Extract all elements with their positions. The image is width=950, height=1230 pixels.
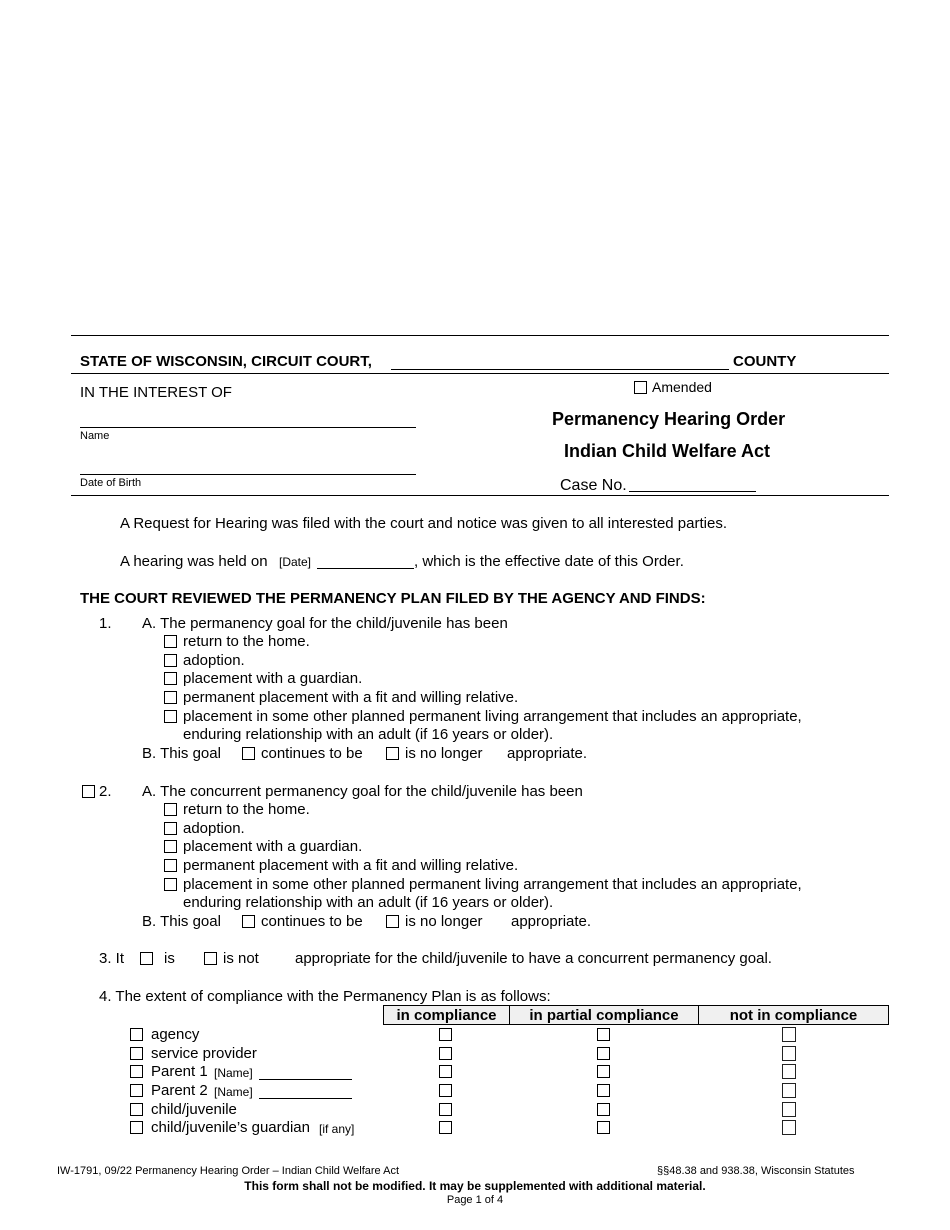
item3-is-not-checkbox[interactable] bbox=[204, 952, 217, 965]
item1-continues-label: continues to be bbox=[261, 745, 363, 762]
item3-is-label: is bbox=[164, 950, 175, 967]
col-in-compliance: in compliance bbox=[383, 1005, 510, 1025]
item1-option5-checkbox[interactable] bbox=[164, 710, 177, 723]
row-guardian-partial[interactable] bbox=[597, 1121, 610, 1134]
item2-continues-checkbox[interactable] bbox=[242, 915, 255, 928]
row-parent1-checkbox[interactable] bbox=[130, 1065, 143, 1078]
row-agency-label: agency bbox=[151, 1026, 200, 1043]
row-child-partial[interactable] bbox=[597, 1103, 610, 1116]
item1-option4-label: permanent placement with a fit and willing relative. bbox=[183, 689, 519, 706]
row-agency-in-compliance[interactable] bbox=[439, 1028, 452, 1041]
row-guardian-in-compliance[interactable] bbox=[439, 1121, 452, 1134]
row-child-label: child/juvenile bbox=[151, 1101, 237, 1118]
amended-label: Amended bbox=[652, 379, 712, 395]
form-subtitle: Indian Child Welfare Act bbox=[564, 441, 771, 461]
row-guardian-not-in-compliance[interactable] bbox=[782, 1120, 796, 1135]
item1-a-text: A. The permanency goal for the child/juvenile has been bbox=[142, 615, 508, 632]
row-parent1-partial[interactable] bbox=[597, 1065, 610, 1078]
row-service-provider-not-in-compliance[interactable] bbox=[782, 1046, 796, 1061]
item1-b-prefix: B. This goal bbox=[142, 745, 221, 762]
item2-no-longer-label: is no longer bbox=[405, 913, 483, 930]
row-service-provider-checkbox[interactable] bbox=[130, 1047, 143, 1060]
footer-form-id: IW-1791, 09/22 Permanency Hearing Order – Indian Child Welfare Act bbox=[57, 1165, 399, 1177]
row-child-in-compliance[interactable] bbox=[439, 1103, 452, 1116]
item1-option5-continuation: enduring relationship with an adult (if 16 years or older). bbox=[183, 726, 554, 743]
col-not-in-compliance: not in compliance bbox=[698, 1005, 889, 1025]
row-parent2-partial[interactable] bbox=[597, 1084, 610, 1097]
amended-checkbox[interactable] bbox=[634, 381, 647, 394]
col-partial-compliance: in partial compliance bbox=[509, 1005, 699, 1025]
request-sentence: A Request for Hearing was filed with the court and notice was given to all interested parties. bbox=[120, 515, 727, 532]
item1-no-longer-checkbox[interactable] bbox=[386, 747, 399, 760]
row-guardian-checkbox[interactable] bbox=[130, 1121, 143, 1134]
item3-prefix: 3. It bbox=[99, 950, 125, 967]
item1-option1-checkbox[interactable] bbox=[164, 635, 177, 648]
item2-number: 2. bbox=[99, 783, 112, 800]
court-prefix: STATE OF WISCONSIN, CIRCUIT COURT, bbox=[80, 353, 372, 370]
row-agency-not-in-compliance[interactable] bbox=[782, 1027, 796, 1042]
item1-option3-checkbox[interactable] bbox=[164, 672, 177, 685]
findings-heading: THE COURT REVIEWED THE PERMANENCY PLAN FILED BY THE AGENCY AND FINDS: bbox=[80, 590, 706, 607]
row-parent2-in-compliance[interactable] bbox=[439, 1084, 452, 1097]
item2-continues-label: continues to be bbox=[261, 913, 363, 930]
item2-option1-label: return to the home. bbox=[183, 801, 310, 818]
row-service-provider-partial[interactable] bbox=[597, 1047, 610, 1060]
row-service-provider-label: service provider bbox=[151, 1045, 257, 1062]
row-agency-partial[interactable] bbox=[597, 1028, 610, 1041]
item2-option5-label: placement in some other planned permanent living arrangement that includes an appropriate, bbox=[183, 876, 802, 893]
item2-option3-label: placement with a guardian. bbox=[183, 838, 363, 855]
footer-page-number: Page 1 of 4 bbox=[446, 1194, 504, 1206]
row-parent2-not-in-compliance[interactable] bbox=[782, 1083, 796, 1098]
footer-notice: This form shall not be modified. It may be supplemented with additional material. bbox=[244, 1179, 706, 1193]
row-parent1-label: Parent 1 bbox=[151, 1063, 208, 1080]
item1-option3-label: placement with a guardian. bbox=[183, 670, 363, 687]
hearing-prefix: A hearing was held on bbox=[120, 553, 268, 570]
header-bottom-rule bbox=[71, 495, 889, 496]
item2-option4-checkbox[interactable] bbox=[164, 859, 177, 872]
row-service-provider-in-compliance[interactable] bbox=[439, 1047, 452, 1060]
item1-option2-checkbox[interactable] bbox=[164, 654, 177, 667]
item4-heading: 4. The extent of compliance with the Permanency Plan is as follows: bbox=[99, 988, 551, 1005]
footer-statutes: §§48.38 and 938.38, Wisconsin Statutes bbox=[657, 1165, 855, 1177]
item2-a-text: A. The concurrent permanency goal for the child/juvenile has been bbox=[142, 783, 583, 800]
hearing-date-hint: [Date] bbox=[279, 555, 312, 569]
row-guardian-hint: [if any] bbox=[319, 1122, 355, 1136]
item2-option4-label: permanent placement with a fit and willing relative. bbox=[183, 857, 519, 874]
item3-is-not-label: is not bbox=[223, 950, 259, 967]
item2-no-longer-checkbox[interactable] bbox=[386, 915, 399, 928]
row-parent1-name-field[interactable] bbox=[259, 1079, 352, 1080]
row-agency-checkbox[interactable] bbox=[130, 1028, 143, 1041]
row-child-checkbox[interactable] bbox=[130, 1103, 143, 1116]
item2-option2-label: adoption. bbox=[183, 820, 245, 837]
item1-option5-label: placement in some other planned permanent living arrangement that includes an appropriate, bbox=[183, 708, 802, 725]
item1-continues-checkbox[interactable] bbox=[242, 747, 255, 760]
name-field[interactable] bbox=[80, 427, 416, 428]
item1-no-longer-label: is no longer bbox=[405, 745, 483, 762]
item2-b-prefix: B. This goal bbox=[142, 913, 221, 930]
row-parent2-label: Parent 2 bbox=[151, 1082, 208, 1099]
item1-option4-checkbox[interactable] bbox=[164, 691, 177, 704]
item2-option2-checkbox[interactable] bbox=[164, 822, 177, 835]
name-label: Name bbox=[80, 430, 110, 442]
item2-option5-continuation: enduring relationship with an adult (if 16 years or older). bbox=[183, 894, 554, 911]
row-guardian-label: child/juvenile’s guardian bbox=[151, 1119, 310, 1136]
case-no-field[interactable] bbox=[629, 491, 756, 492]
item1-number: 1. bbox=[99, 615, 112, 632]
row-parent1-not-in-compliance[interactable] bbox=[782, 1064, 796, 1079]
item2-checkbox[interactable] bbox=[82, 785, 95, 798]
form-title: Permanency Hearing Order bbox=[552, 409, 786, 429]
header-top-rule bbox=[71, 335, 889, 336]
hearing-date-field[interactable] bbox=[317, 568, 414, 569]
item2-b-suffix: appropriate. bbox=[511, 913, 592, 930]
row-child-not-in-compliance[interactable] bbox=[782, 1102, 796, 1117]
row-parent2-checkbox[interactable] bbox=[130, 1084, 143, 1097]
county-suffix: COUNTY bbox=[733, 353, 797, 370]
dob-label: Date of Birth bbox=[80, 477, 142, 489]
item1-option2-label: adoption. bbox=[183, 652, 245, 669]
hearing-suffix: , which is the effective date of this Order. bbox=[414, 553, 684, 570]
item3-suffix: appropriate for the child/juvenile to have a concurrent permanency goal. bbox=[295, 950, 772, 967]
case-no-label: Case No. bbox=[560, 477, 627, 494]
item1-b-suffix: appropriate. bbox=[507, 745, 588, 762]
item2-option5-checkbox[interactable] bbox=[164, 878, 177, 891]
county-name-field[interactable] bbox=[391, 369, 729, 370]
row-parent2-hint: [Name] bbox=[214, 1085, 253, 1099]
item1-option1-label: return to the home. bbox=[183, 633, 310, 650]
row-parent1-hint: [Name] bbox=[214, 1066, 253, 1080]
interest-of-label: IN THE INTEREST OF bbox=[80, 384, 232, 401]
row-parent1-in-compliance[interactable] bbox=[439, 1065, 452, 1078]
item2-option3-checkbox[interactable] bbox=[164, 840, 177, 853]
item2-option1-checkbox[interactable] bbox=[164, 803, 177, 816]
header-mid-rule bbox=[71, 373, 889, 374]
row-parent2-name-field[interactable] bbox=[259, 1098, 352, 1099]
item3-is-checkbox[interactable] bbox=[140, 952, 153, 965]
dob-field[interactable] bbox=[80, 474, 416, 475]
